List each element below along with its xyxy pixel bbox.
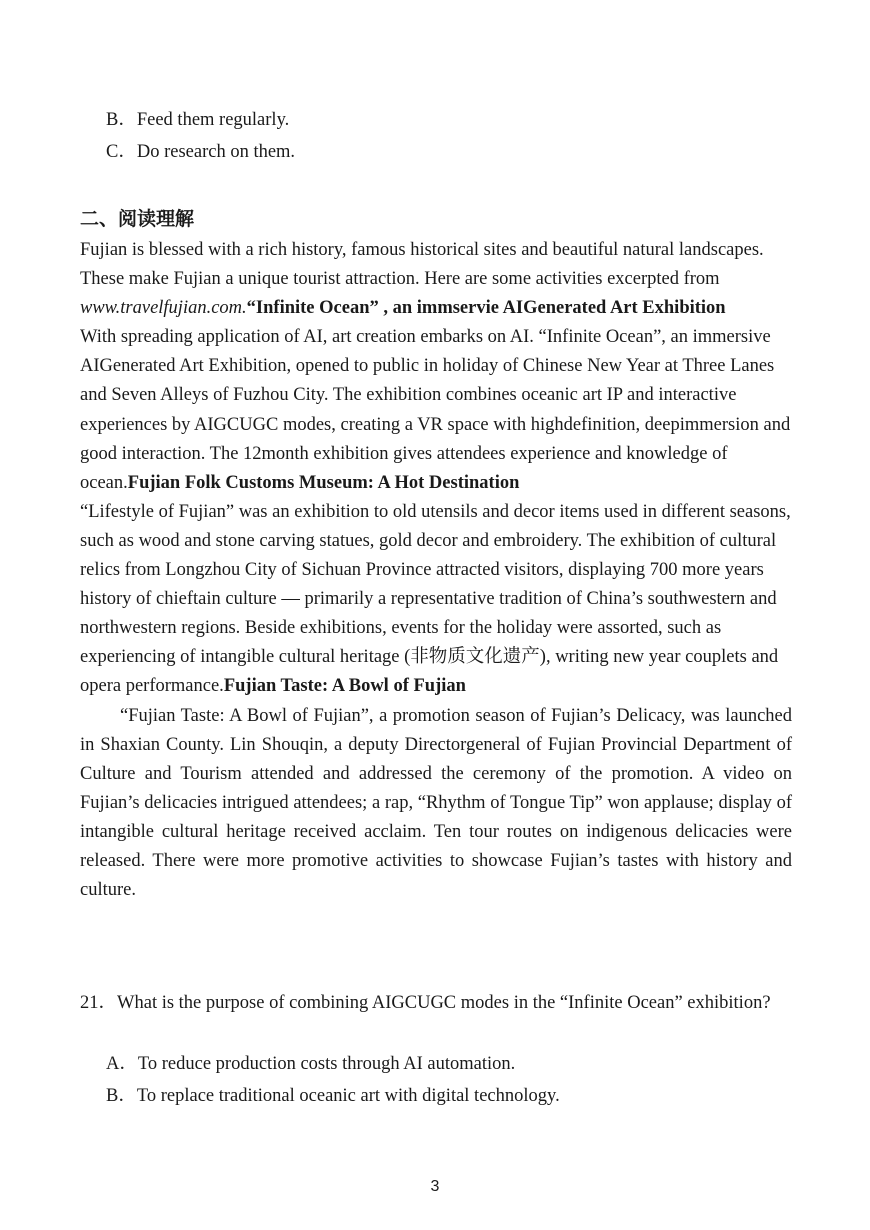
question-option-b bbox=[106, 1082, 560, 1111]
heading-folk-museum: Fujian Folk Customs Museum: A Hot Destination bbox=[127, 472, 520, 493]
option-letter: B． bbox=[106, 1086, 137, 1106]
heading-fujian-taste: Fujian Taste: A Bowl of Fujian bbox=[223, 676, 466, 697]
page-number: 3 bbox=[430, 1178, 440, 1195]
option-letter: A． bbox=[106, 1054, 138, 1074]
question-number: 21． bbox=[80, 993, 118, 1013]
prev-option-c bbox=[106, 138, 295, 167]
paragraph-folk-museum: “Lifestyle of Fujian” was an exhibition to old utensils and decor items used in different seasons, such as wood and stone carving statues, gold decor and embroidery. The exhibition of cultural relics from Longzhou City of Sichuan Province attracted visitors, displaying 700 more years history of chieftain culture — primarily a representative tradition of China’s southwestern and northwestern regions. Beside exhibitions, events for the holiday were assorted, such as experiencing of intangible cultural heritage (非物质文化遗产), writing new year couplets and opera performance. bbox=[80, 501, 791, 697]
reading-passage bbox=[80, 236, 792, 905]
passage-intro: Fujian is blessed with a rich history, famous historical sites and beautiful natural landscapes. These make Fujian a unique tourist attraction. Here are some activities excerpted from bbox=[80, 240, 764, 290]
option-text: Feed them regularly. bbox=[136, 110, 290, 130]
paragraph-infinite-ocean: With spreading application of AI, art creation embarks on AI. “Infinite Ocean”, an immersive AIGenerated Art Exhibition, opened to public in holiday of Chinese New Year at Three Lanes and Seven Alleys of Fuzhou City. The exhibition combines oceanic art IP and interactive experiences by AIGCUGC modes, creating a VR space with highdefinition, deepimmersion and good interaction. The 12month exhibition gives attendees experience and knowledge of ocean. bbox=[80, 327, 791, 493]
paragraph-fujian-taste: “Fujian Taste: A Bowl of Fujian”, a promotion season of Fujian’s Delicacy, was launched in Shaxian County. Lin Shouqin, a deputy Directorgeneral of Fujian Provincial Department of Culture and Tourism attended and addressed the ceremony of the promotion. A video on Fujian’s delicacies intrigued attendees; a rap, “Rhythm of Tongue Tip” won applause; display of intangible cultural heritage received acclaim. Ten tour routes on indigenous delicacies were released. There were more promotive activities to showcase Fujian’s tastes with history and culture. bbox=[80, 705, 792, 901]
heading-infinite-ocean: “Infinite Ocean” , an immservie AIGenerated Art Exhibition bbox=[246, 298, 726, 319]
section-title: 二、阅读理解 bbox=[80, 208, 195, 230]
option-text: To reduce production costs through AI automation. bbox=[137, 1054, 516, 1074]
option-text: Do research on them. bbox=[136, 142, 296, 162]
question-option-a bbox=[106, 1050, 515, 1079]
option-letter: C． bbox=[106, 142, 137, 162]
website-link-text: www.travelfujian.com. bbox=[80, 298, 247, 319]
question-text: What is the purpose of combining AIGCUGC modes in the “Infinite Ocean” exhibition? bbox=[117, 993, 771, 1013]
option-letter: B． bbox=[106, 110, 137, 130]
option-text: To replace traditional oceanic art with digital technology. bbox=[136, 1086, 560, 1106]
question-21 bbox=[80, 988, 792, 1019]
prev-option-b bbox=[106, 106, 289, 135]
